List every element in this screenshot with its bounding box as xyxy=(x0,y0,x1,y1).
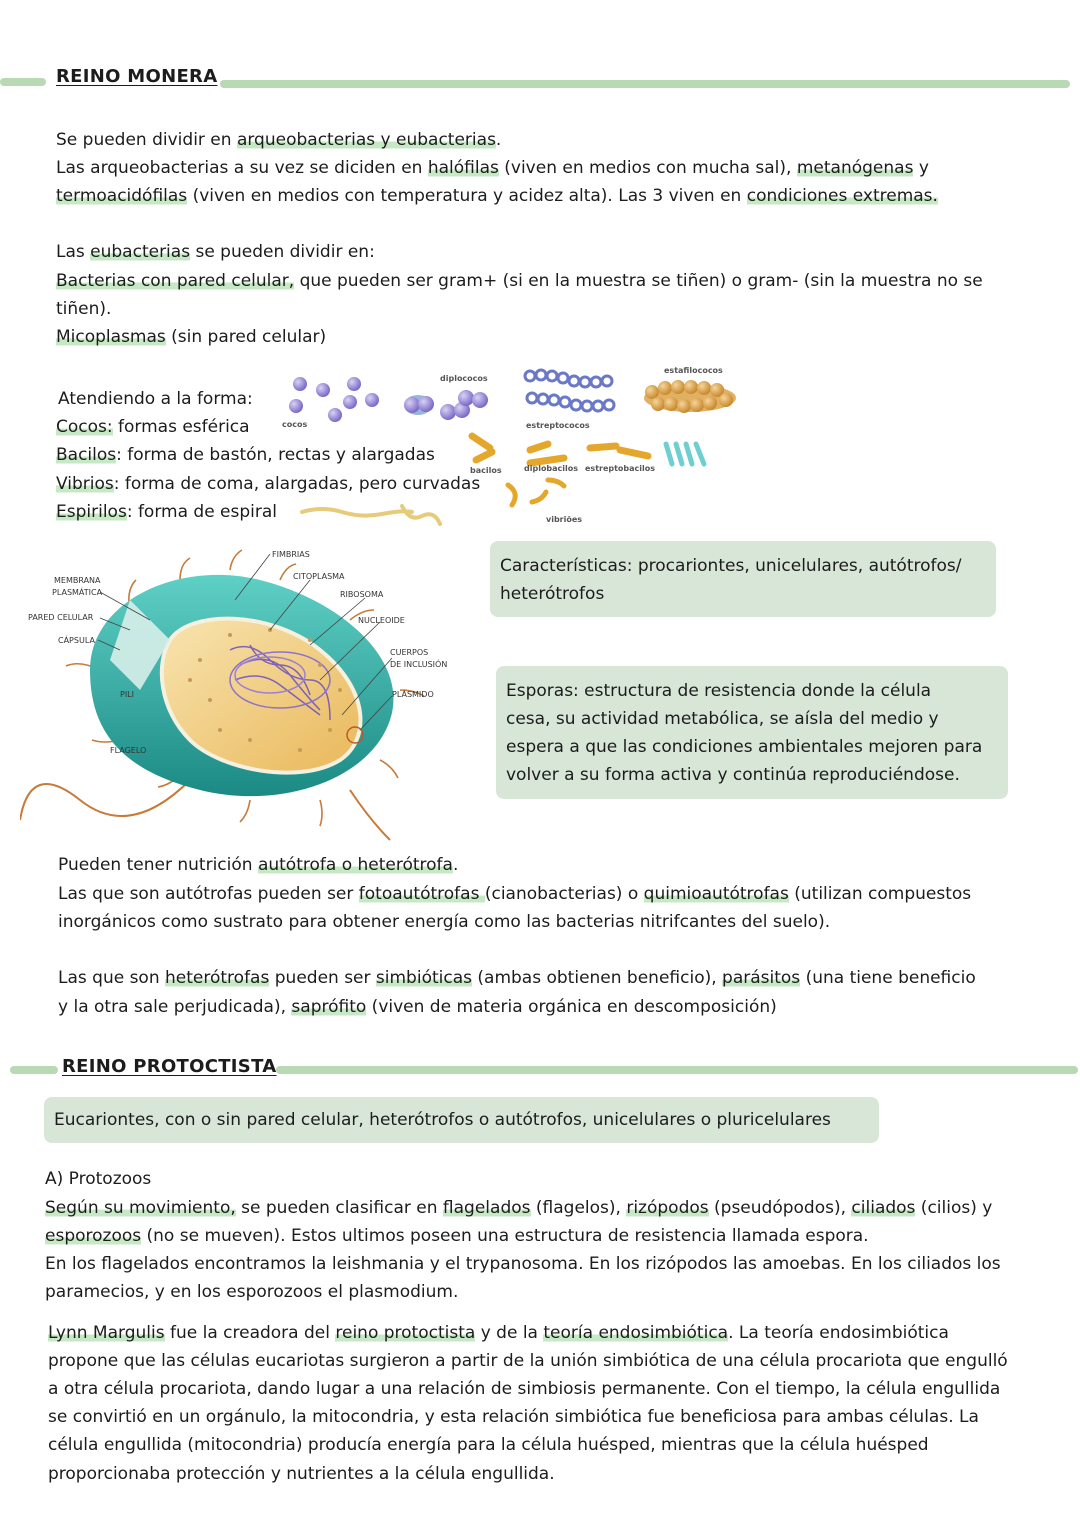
label-membrana-2: PLASMÁTICA xyxy=(52,588,103,597)
highlight: flagelados xyxy=(442,1198,531,1218)
highlight: Bacilos xyxy=(56,445,117,465)
bacilos-icon xyxy=(472,436,648,463)
eucariontes-box: Eucariontes, con o sin pared celular, heterótrofos o autótrofos, unicelulares o pluricelulares xyxy=(44,1097,879,1143)
text: Se pueden dividir en xyxy=(56,130,237,150)
text: se pueden dividir en: xyxy=(190,242,375,262)
caracteristicas-line-1: Características: procariontes, unicelulares, autótrofos/ xyxy=(500,556,962,576)
monera-paragraph-7 xyxy=(56,326,326,348)
protozoos-line-3: En los flagelados encontramos la leishmania y el trypanosoma. En los rizópodos las amoebas. En los ciliados los xyxy=(45,1254,1001,1274)
highlight: Según su movimiento, xyxy=(45,1198,236,1218)
highlight: Vibrios xyxy=(56,474,114,494)
caracteristicas-line-2: heterótrofos xyxy=(500,584,605,604)
highlight: eubacterias xyxy=(90,242,191,262)
protozoos-title: A) Protozoos xyxy=(45,1169,152,1189)
text: (no se mueven). Estos ultimos poseen una estructura de resistencia llamada espora. xyxy=(141,1226,869,1246)
esporas-line-4: volver a su forma activa y continúa reproduciéndose. xyxy=(506,765,960,785)
shape-espirilos xyxy=(56,501,277,523)
estreptobacilos-teal-icon xyxy=(666,444,704,464)
text: que pueden ser gram+ (si en la muestra se tiñen) o gram- (sin la muestra no se xyxy=(294,271,983,291)
highlight: saprófito xyxy=(291,997,367,1017)
label-vibriones: vibriões xyxy=(546,515,583,524)
text: . La teoría endosimbiótica xyxy=(728,1323,949,1343)
text: Las que son autótrofas pueden ser xyxy=(58,884,359,904)
text: (pseudópodos), xyxy=(708,1198,852,1218)
label-estafilococos: estafilococos xyxy=(664,366,723,375)
highlight: Bacterias con pared celular, xyxy=(56,271,295,291)
text: (cianobacterias) o xyxy=(484,884,644,904)
text: (viven en medios con temperatura y acidez alta). Las 3 viven en xyxy=(187,186,747,206)
section-title-protoctista: REINO PROTOCTISTA xyxy=(62,1056,277,1077)
highlight: Micoplasmas xyxy=(56,327,166,347)
margulis-line-1 xyxy=(48,1322,949,1344)
text: : forma de espiral xyxy=(126,502,278,522)
margulis-line-3: a otra célula procariota, dando lugar a una relación de simbiosis permanente. Con el tiempo, la célula engullida xyxy=(48,1379,1001,1399)
highlight: fotoautótrofas xyxy=(358,884,485,904)
highlight: Cocos: xyxy=(56,417,113,437)
esporas-line-2: cesa, su actividad metabólica, se aísla del medio y xyxy=(506,709,939,729)
esporas-line-3: espera a que las condiciones ambientales mejoren para xyxy=(506,737,983,757)
highlight: halófilas xyxy=(427,158,499,178)
shape-cocos xyxy=(56,416,250,438)
text: (flagelos), xyxy=(530,1198,627,1218)
estreptococos-icon xyxy=(525,370,614,411)
highlight: autótrofa o heterótrofa xyxy=(257,855,453,875)
highlight: rizópodos xyxy=(626,1198,709,1218)
highlight: metanógenas xyxy=(796,158,914,178)
text: (una tiene beneficio xyxy=(800,968,976,988)
text: . xyxy=(452,855,459,875)
estafilococos-icon xyxy=(644,380,736,413)
label-diplobacilos: diplobacilos xyxy=(524,464,579,473)
margulis-line-4: se convirtió en un orgánulo, la mitocondria, y esta relación simbiótica fue beneficiosa para ambas células. La xyxy=(48,1407,979,1427)
text: y de la xyxy=(475,1323,544,1343)
label-membrana-1: MEMBRANA xyxy=(54,576,101,585)
highlight: heterótrofas xyxy=(165,968,270,988)
monera-paragraph-5 xyxy=(56,270,983,292)
header-bar-right-2 xyxy=(276,1066,1078,1074)
highlight: simbióticas xyxy=(375,968,472,988)
highlight: Lynn Margulis xyxy=(48,1323,165,1343)
text: se pueden clasificar en xyxy=(235,1198,443,1218)
protozoos-line-2 xyxy=(45,1225,869,1247)
highlight: condiciones extremas. xyxy=(746,186,938,206)
label-cuerpos-1: CUERPOS xyxy=(390,648,429,657)
text: Las arqueobacterias a su vez se diciden en xyxy=(56,158,428,178)
heterotrofas-line-1 xyxy=(58,967,976,989)
highlight: ciliados xyxy=(851,1198,916,1218)
label-cocos: cocos xyxy=(282,420,308,429)
text: (viven en medios con mucha sal), xyxy=(498,158,797,178)
text: Pueden tener nutrición xyxy=(58,855,258,875)
highlight: Espirilos xyxy=(56,502,127,522)
label-ribosoma: RIBOSOMA xyxy=(340,590,384,599)
highlight: reino protoctista xyxy=(335,1323,476,1343)
monera-paragraph-3 xyxy=(56,185,938,207)
shape-intro: Atendiendo a la forma: xyxy=(58,389,253,409)
highlight: termoacidófilas xyxy=(56,186,188,206)
text: (sin pared celular) xyxy=(165,327,327,347)
header-bar-left xyxy=(0,78,46,86)
label-pili: PILI xyxy=(120,690,134,699)
text: : forma de bastón, rectas y alargadas xyxy=(116,445,435,465)
label-fimbrias: FIMBRIAS xyxy=(272,550,310,559)
cocos-icon xyxy=(289,377,379,422)
label-estreptococos: estreptococos xyxy=(526,421,590,430)
text: (cilios) y xyxy=(915,1198,993,1218)
monera-paragraph-2 xyxy=(56,157,929,179)
monera-paragraph-6: tiñen). xyxy=(56,299,112,319)
heterotrofas-line-2 xyxy=(58,996,777,1018)
protozoos-line-4: paramecios, y en los esporozoos el plasmodium. xyxy=(45,1282,459,1302)
label-citoplasma: CITOPLASMA xyxy=(293,572,345,581)
espirilos-icon xyxy=(302,506,440,524)
text: y la otra sale perjudicada), xyxy=(58,997,292,1017)
label-nucleoide: NUCLEOIDE xyxy=(358,616,405,625)
monera-paragraph-4 xyxy=(56,241,375,263)
esporas-line-1: Esporas: estructura de resistencia donde la célula xyxy=(506,681,932,701)
label-cuerpos-2: DE INCLUSIÓN xyxy=(390,660,448,669)
text: (ambas obtienen beneficio), xyxy=(472,968,723,988)
text: Las xyxy=(56,242,91,262)
label-capsula: CÁPSULA xyxy=(58,636,95,645)
text: pueden ser xyxy=(269,968,376,988)
text: Las que son xyxy=(58,968,166,988)
nutrition-line-3: inorgánicos como sustrato para obtener energía como las bacterias nitrifcantes del suelo). xyxy=(58,912,831,932)
highlight: parásitos xyxy=(722,968,801,988)
label-bacilos: bacilos xyxy=(470,466,502,475)
text: fue la creadora del xyxy=(164,1323,336,1343)
bacteria-shapes-figure xyxy=(280,360,750,530)
protozoos-line-1 xyxy=(45,1197,992,1219)
margulis-line-2: propone que las células eucariotas surgieron a partir de la unión simbiótica de una célula procariota que engulló xyxy=(48,1351,1008,1371)
label-plasmido: PLÁSMIDO xyxy=(392,690,434,699)
caracteristicas-box xyxy=(490,541,996,617)
label-diplococos: diplococos xyxy=(440,374,488,383)
margulis-line-6: proporcionaba protección y nutrientes a la célula engullida. xyxy=(48,1464,555,1484)
nutrition-line-1 xyxy=(58,854,458,876)
text: (utilizan compuestos xyxy=(788,884,972,904)
text: : forma de coma, alargadas, pero curvadas xyxy=(113,474,481,494)
flagelo-tail-icon xyxy=(350,790,390,840)
header-bar-left-2 xyxy=(10,1066,58,1074)
header-bar-right xyxy=(220,80,1070,88)
margulis-line-5: célula engullida (mitocondria) producía energía para la célula huésped, mientras que la célula huésped xyxy=(48,1435,929,1455)
highlight: quimioautótrofas xyxy=(643,884,789,904)
text: y xyxy=(913,158,929,178)
highlight: esporozoos xyxy=(45,1226,142,1246)
label-flagelo: FLAGELO xyxy=(110,746,147,755)
highlight: teoría endosimbiótica xyxy=(543,1323,729,1343)
highlight: arqueobacterias y eubacterias xyxy=(236,130,496,150)
text: formas esférica xyxy=(112,417,250,437)
label-estreptobacilos: estreptobacilos xyxy=(585,464,656,473)
label-pared-celular: PARED CELULAR xyxy=(28,613,94,622)
text: . xyxy=(495,130,502,150)
vibriones-icon xyxy=(508,480,564,505)
esporas-box xyxy=(496,666,1008,799)
text: (viven de materia orgánica en descomposición) xyxy=(366,997,777,1017)
monera-paragraph-1 xyxy=(56,129,501,151)
nutrition-line-2 xyxy=(58,883,971,905)
section-title-monera: REINO MONERA xyxy=(56,66,218,87)
diplococos-icon xyxy=(404,390,488,420)
